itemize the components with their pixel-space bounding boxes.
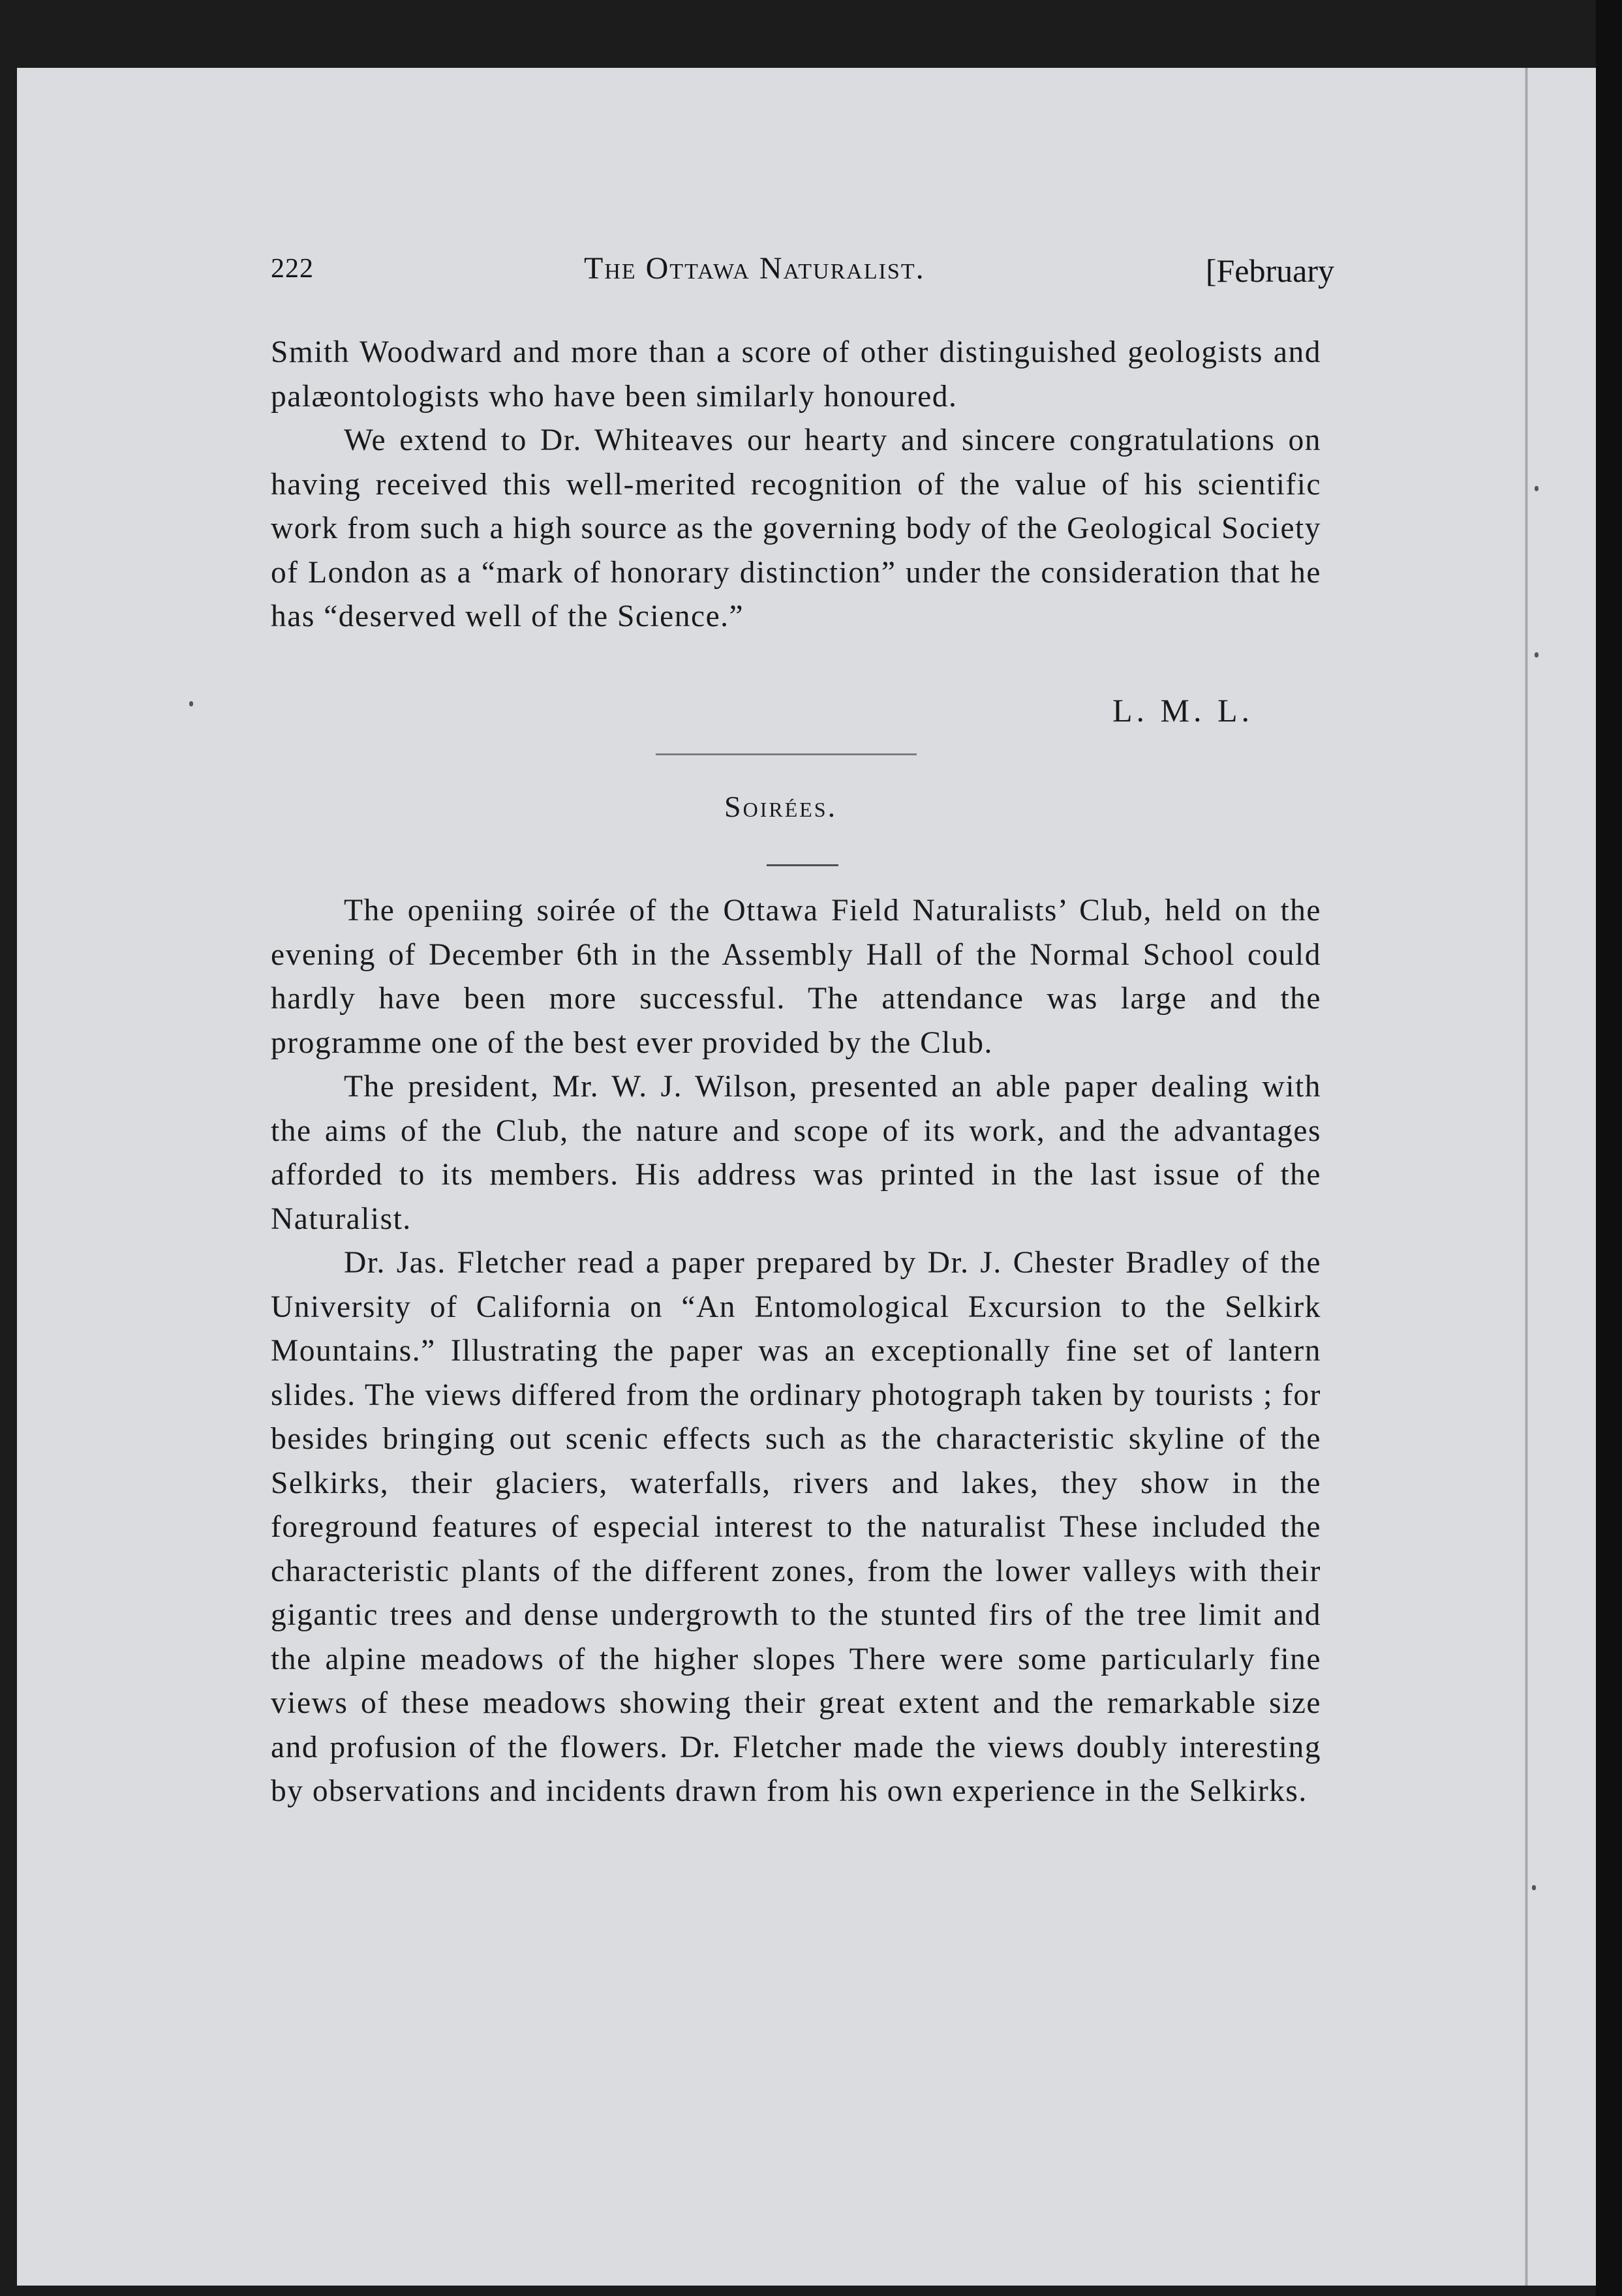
issue-month: [February (1205, 252, 1334, 289)
scan-speck (1535, 652, 1538, 657)
page-number: 222 (271, 254, 314, 284)
scan-speck (189, 701, 193, 706)
paragraph: Dr. Jas. Fletcher read a paper prepared by Dr. J. Chester Bradley of the University of California on “An Entomological Excursion to the Selkirk Mountains.” Illustrating the paper was an exceptionally fine set of lantern slides. The views differed from the ordinary photograph taken by tourists ; for besides bringing out scenic effects such as the characteristic skyline of the Selkirks, their glaciers, waterfalls, rivers and lakes, they show in the foreground features of especial interest to the naturalist These included the characteristic plants of the different zones, from the lower valleys with their gigantic trees and dense undergrowth to the stunted firs of the tree limit and the alpine meadows of the higher slopes There were some particularly fine views of these meadows showing their great extent and the remarkable size and profusion of the flowers. Dr. Fletcher made the views doubly interesting by observations and incidents drawn from his own experience in the Selkirks. (271, 1246, 1321, 1808)
heading-rule (767, 864, 838, 866)
scan-speck (1535, 486, 1538, 491)
paragraph: Smith Woodward and more than a score of other distinguished geologists and palæontologists who have been similarly honoured. (271, 335, 1321, 414)
article-end (271, 331, 1321, 639)
page-fold-line (1525, 68, 1528, 2286)
paragraph: The openiing soirée of the Ottawa Field Naturalists’ Club, held on the evening of December 6th in the Assembly Hall of the Normal School could hardly have been more successful. The attendance was large and the programme one of the best ever provided by the Club. (271, 894, 1321, 1060)
journal-title: The Ottawa Naturalist. (584, 251, 925, 286)
paragraph: We extend to Dr. Whiteaves our hearty and sincere congratulations on having received this well-merited recognition of the value of his scientific work from such a high source as the governing body of the Geological Society of London as a “mark of honorary distinction” under the consideration that he has “deserved well of the Science.” (271, 423, 1321, 633)
section-divider (656, 753, 917, 755)
author-initials: L. M. L. (1112, 692, 1254, 729)
scan-speck (1532, 1885, 1536, 1890)
paragraph: The president, Mr. W. J. Wilson, presented an able paper dealing with the aims of the Club, the nature and scope of its work, and the advantages afforded to its members. His address was printed in the last issue of the Naturalist. (271, 1070, 1321, 1236)
soirees-body (271, 889, 1321, 1814)
running-head (271, 248, 1341, 294)
scan-border (1596, 0, 1622, 2296)
section-heading: Soirées. (724, 790, 838, 823)
